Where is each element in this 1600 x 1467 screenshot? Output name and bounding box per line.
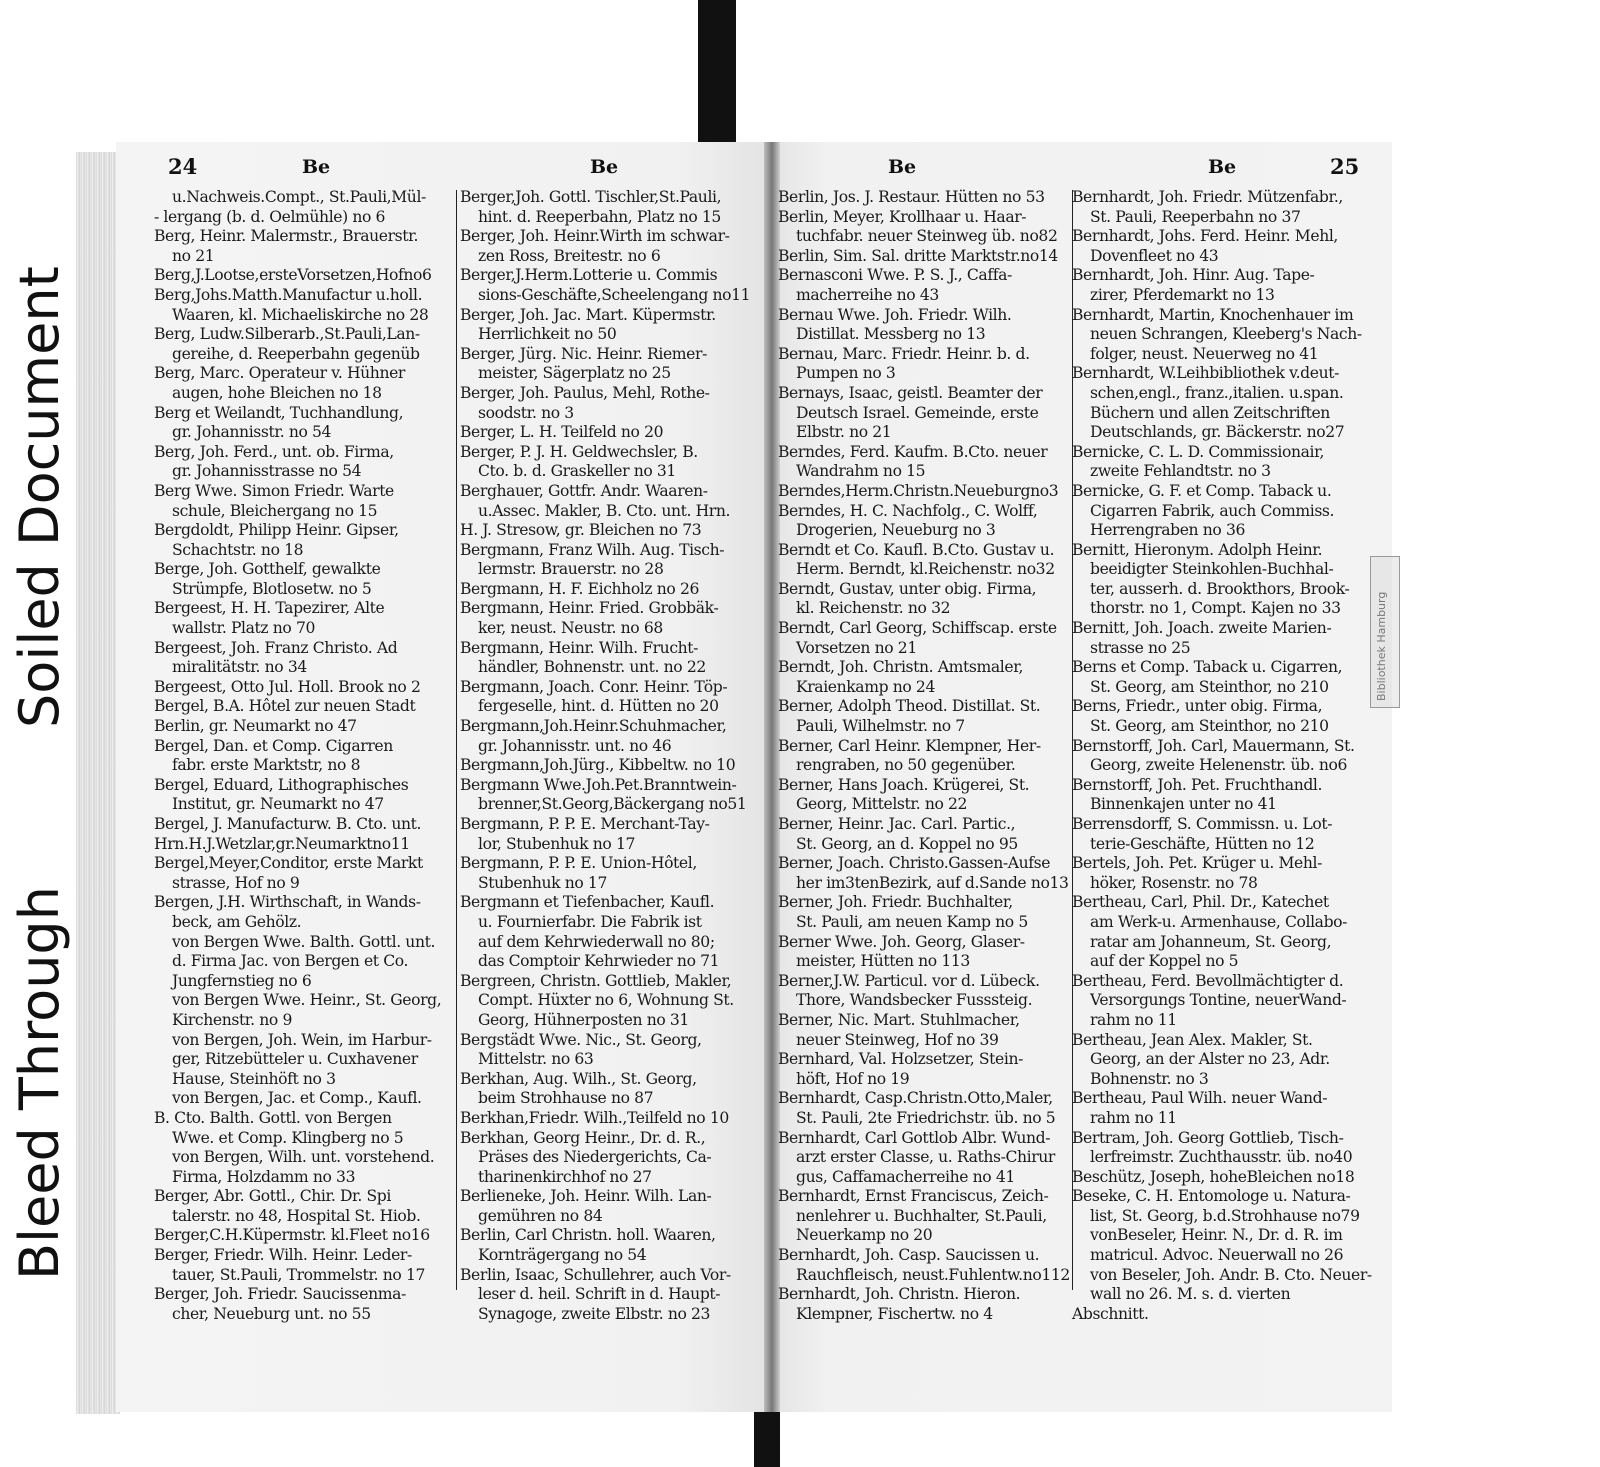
directory-line: Bernhardt, Martin, Knochenhauer im [1072,305,1354,324]
directory-line: lerfreimstr. Zuchthausstr. üb. no40 [1090,1148,1353,1167]
directory-line: Berlin, Carl Christn. holl. Waaren, [460,1226,716,1245]
directory-column-left-page-2 [460,188,750,1324]
directory-line: Bergreen, Christn. Gottlieb, Makler, [460,971,732,990]
directory-line: von Beseler, Joh. Andr. B. Cto. Neuer- [1090,1265,1372,1284]
directory-line: Berndt, Joh. Christn. Amtsmaler, [778,658,1024,677]
directory-line: lermstr. Brauerstr. no 28 [478,560,664,579]
directory-line: Georg, Mittelstr. no 22 [796,795,968,814]
directory-line: Bergmann,Joh.Heinr.Schuhmacher, [460,717,727,736]
directory-line: Berger, Abr. Gottl., Chir. Dr. Spi [154,1187,391,1206]
directory-line: nenlehrer u. Buchhalter, St.Pauli, [796,1206,1047,1225]
directory-line: Georg, zweite Helenenstr. üb. no6 [1090,756,1348,775]
directory-line: Herm. Berndt, kl.Reichenstr. no32 [796,560,1055,579]
directory-line: Berner, Carl Heinr. Klempner, Her- [778,736,1041,755]
directory-line: St. Pauli, Reeperbahn no 37 [1090,207,1301,226]
directory-line: Bergmann et Tiefenbacher, Kaufl. [460,893,715,912]
directory-line: matricul. Advoc. Neuerwall no 26 [1090,1246,1344,1265]
directory-line: Bertheau, Carl, Phil. Dr., Katechet [1072,893,1329,912]
directory-line: Hrn.H.J.Wetzlar,gr.Neumarktno11 [154,834,410,853]
directory-line: Berger, L. H. Teilfeld no 20 [460,423,664,442]
directory-line: Bergdoldt, Philipp Heinr. Gipser, [154,521,399,540]
directory-line: Pumpen no 3 [796,364,896,383]
directory-line: Bergmann, Franz Wilh. Aug. Tisch- [460,540,725,559]
directory-line: Deutsch Israel. Gemeinde, erste [796,403,1039,422]
directory-line: Bernicke, C. L. D. Commissionair, [1072,442,1324,461]
soiled-document-label: Soiled Document [8,266,71,728]
directory-line: rahm no 11 [1090,1010,1177,1029]
directory-line: Berg, Marc. Operateur v. Hühner [154,364,405,383]
directory-line: Vorsetzen no 21 [796,638,917,657]
directory-line: Berger, Friedr. Wilh. Heinr. Leder- [154,1246,412,1265]
directory-line: höker, Rosenstr. no 78 [1090,873,1258,892]
directory-line: Bergel,Meyer,Conditor, erste Markt [154,854,423,873]
directory-line: Bergmann,Joh.Jürg., Kibbeltw. no 10 [460,756,736,775]
directory-line: Berner, Joach. Christo.Gassen-Aufse [778,854,1051,873]
directory-line: her im3tenBezirk, auf d.Sande no13 [796,873,1069,892]
directory-line: Compt. Hüxter no 6, Wohnung St. [478,991,734,1010]
directory-line: St. Georg, am Steinthor, no 210 [1090,717,1329,736]
directory-line: Berns et Comp. Taback u. Cigarren, [1072,658,1343,677]
directory-line: Berlin, Jos. J. Restaur. Hütten no 53 [778,188,1045,206]
directory-line: gr. Johannisstr. unt. no 46 [478,736,672,755]
directory-line: von Bergen, Jac. et Comp., Kaufl. [172,1089,422,1108]
running-header-right-2: Be [1208,156,1237,178]
directory-line: Beschütz, Joseph, hoheBleichen no18 [1072,1167,1355,1186]
directory-line: Bernays, Isaac, geistl. Beamter der [778,383,1043,402]
directory-line: St. Pauli, am neuen Kamp no 5 [796,912,1028,931]
directory-line: gereihe, d. Reeperbahn gegenüb [172,344,420,363]
directory-line: Binnenkajen unter no 41 [1090,795,1277,814]
directory-line: Bernhardt, Joh. Christn. Hieron. [778,1285,1021,1304]
directory-line: Bernhardt, Joh. Casp. Saucissen u. [778,1246,1040,1265]
directory-line: von Bergen Wwe. Heinr., St. Georg, [172,991,442,1010]
column-rule-left [456,190,457,1290]
directory-line: Berner, Adolph Theod. Distillat. St. [778,697,1041,716]
directory-line: Bernhard, Val. Holzsetzer, Stein- [778,1050,1023,1069]
directory-line: brenner,St.Georg,Bäckergang no51 [478,795,747,814]
directory-line: schule, Bleichergang no 15 [172,501,378,520]
directory-line: Bohnenstr. no 3 [1090,1069,1209,1088]
directory-line: talerstr. no 48, Hospital St. Hiob. [172,1206,421,1225]
directory-line: Bernhardt, Joh. Hinr. Aug. Tape- [1072,266,1315,285]
directory-line: terie-Geschäfte, Hütten no 12 [1090,834,1315,853]
directory-line: Bernstorff, Joh. Carl, Mauermann, St. [1072,736,1355,755]
directory-line: d. Firma Jac. von Bergen et Co. [172,952,408,971]
directory-line: Berlin, gr. Neumarkt no 47 [154,717,357,736]
directory-line: Berg, Joh. Ferd., unt. ob. Firma, [154,442,394,461]
directory-line: Bergmann Wwe.Joh.Pet.Branntwein- [460,775,737,794]
directory-line: Berlin, Meyer, Krollhaar u. Haar- [778,207,1027,226]
directory-line: Deutschlands, gr. Bäckerstr. no27 [1090,423,1345,442]
directory-line: Wandrahm no 15 [796,462,926,481]
directory-line: St. Georg, am Steinthor, no 210 [1090,677,1329,696]
directory-line: Elbstr. no 21 [796,423,892,442]
directory-line: Berger, Joh. Heinr.Wirth im schwar- [460,227,730,246]
library-stamp [1370,556,1400,708]
directory-line: Institut, gr. Neumarkt no 47 [172,795,384,814]
directory-line: Berlin, Isaac, Schullehrer, auch Vor- [460,1265,731,1284]
directory-line: Berg, Heinr. Malermstr., Brauerstr. [154,227,419,246]
directory-line: höft, Hof no 19 [796,1069,910,1088]
directory-line: Firma, Holzdamm no 33 [172,1167,356,1186]
directory-line: Bernicke, G. F. et Comp. Taback u. [1072,481,1332,500]
directory-line: das Comptoir Kehrwieder no 71 [478,952,720,971]
directory-line: Bertheau, Paul Wilh. neuer Wand- [1072,1089,1328,1108]
directory-line: tuchfabr. neuer Steinweg üb. no82 [796,227,1058,246]
running-header-left-2: Be [590,156,619,178]
directory-line: Berger,J.Herm.Lotterie u. Commis [460,266,718,285]
directory-line: Berndt, Gustav, unter obig. Firma, [778,579,1037,598]
directory-line: beim Strohhause no 87 [478,1089,654,1108]
directory-line: wallstr. Platz no 70 [172,619,315,638]
directory-line: Bergel, J. Manufacturw. B. Cto. unt. [154,815,422,833]
running-header-left-1: Be [302,156,331,178]
directory-line: St. Georg, an d. Koppel no 95 [796,834,1018,853]
directory-line: u. Fournierfabr. Die Fabrik ist [478,912,702,931]
directory-line: Berger,Joh. Gottl. Tischler,St.Pauli, [460,188,722,206]
directory-line: Bernitt, Joh. Joach. zweite Marien- [1072,619,1332,638]
directory-line: u.Nachweis.Compt., St.Pauli,Mül- [172,188,426,206]
directory-line: Cto. b. d. Graskeller no 31 [478,462,676,481]
directory-line: Versorgungs Tontine, neuerWand- [1090,991,1347,1010]
directory-line: beeidigter Steinkohlen-Buchhal- [1090,560,1334,579]
directory-line: Berkhan,Friedr. Wilh.,Teilfeld no 10 [460,1108,729,1127]
directory-line: tharinenkirchhof no 27 [478,1167,652,1186]
directory-line: ratar am Johanneum, St. Georg, [1090,932,1332,951]
directory-line: thorstr. no 1, Compt. Kajen no 33 [1090,599,1341,618]
directory-line: Bergeest, Otto Jul. Holl. Brook no 2 [154,677,421,696]
directory-line: Bernau Wwe. Joh. Friedr. Wilh. [778,305,1012,324]
directory-line: Neuerkamp no 20 [796,1226,933,1245]
directory-line: Bernstorff, Joh. Pet. Fruchthandl. [1072,775,1323,794]
directory-line: Berndes, H. C. Nachfolg., C. Wolff, [778,501,1038,520]
running-header-right-1: Be [888,156,917,178]
directory-line: Berner, Nic. Mart. Stuhlmacher, [778,1010,1020,1029]
directory-line: tauer, St.Pauli, Trommelstr. no 17 [172,1265,425,1284]
directory-line: beck, am Gehölz. [172,912,302,931]
directory-line: Pauli, Wilhelmstr. no 7 [796,717,965,736]
directory-line: Synagoge, zweite Elbstr. no 23 [478,1304,711,1323]
directory-line: zen Ross, Breitestr. no 6 [478,246,661,265]
directory-line: Stubenhuk no 17 [478,873,607,892]
directory-line: soodstr. no 3 [478,403,574,422]
directory-line: Berndes, Ferd. Kaufm. B.Cto. neuer [778,442,1048,461]
directory-line: Wwe. et Comp. Klingberg no 5 [172,1128,404,1147]
directory-line: ger, Ritzebütteler u. Cuxhavener [172,1050,418,1069]
directory-line: list, St. Georg, b.d.Strohhause no79 [1090,1206,1360,1225]
directory-line: arzt erster Classe, u. Raths-Chirur [796,1148,1055,1167]
directory-line: H. J. Stresow, gr. Bleichen no 73 [460,521,702,540]
directory-line: auf dem Kehrwiederwall no 80; [478,932,715,951]
directory-line: Strümpfe, Blotlosetw. no 5 [172,579,372,598]
directory-line: Berndt et Co. Kaufl. B.Cto. Gustav u. [778,540,1055,559]
directory-line: Distillat. Messberg no 13 [796,325,986,344]
directory-line: Berge, Joh. Gotthelf, gewalkte [154,560,381,579]
directory-line: sions-Geschäfte,Scheelengang no11 [478,285,751,304]
directory-line: miralitätstr. no 34 [172,658,307,677]
directory-line: zweite Fehlandtstr. no 3 [1090,462,1271,481]
directory-line: cher, Neueburg unt. no 55 [172,1304,371,1323]
directory-line: Berner Wwe. Joh. Georg, Glaser- [778,932,1025,951]
directory-line: Bergel, Dan. et Comp. Cigarren [154,736,393,755]
directory-line: Bertheau, Ferd. Bevollmächtigter d. [1072,971,1344,990]
directory-line: Berner, Hans Joach. Krügerei, St. [778,775,1030,794]
directory-line: Berner,J.W. Particul. vor d. Lübeck. [778,971,1040,990]
page-stack-edge [76,152,120,1414]
directory-line: Berlieneke, Joh. Heinr. Wilh. Lan- [460,1187,712,1206]
directory-line: neuer Steinweg, Hof no 39 [796,1030,999,1049]
directory-line: ter, ausserh. d. Brookthors, Brook- [1090,579,1350,598]
directory-line: Herrengraben no 36 [1090,521,1245,540]
directory-line: Beseke, C. H. Entomologe u. Natura- [1072,1187,1351,1206]
directory-line: fergeselle, hint. d. Hütten no 20 [478,697,719,716]
directory-line: Georg, an der Alster no 23, Adr. [1090,1050,1330,1069]
directory-line: Berndes,Herm.Christn.Neueburgno3 [778,481,1059,500]
directory-line: Klempner, Fischertw. no 4 [796,1304,993,1323]
directory-line: Bernhardt, Carl Gottlob Albr. Wund- [778,1128,1051,1147]
directory-line: Bernhardt, Casp.Christn.Otto,Maler, [778,1089,1053,1108]
page-number-left: 24 [168,154,198,179]
directory-line: Berg,J.Lootse,ersteVorsetzen,Hofno6 [154,266,432,285]
directory-line: Bernasconi Wwe. P. S. J., Caffa- [778,266,1012,285]
directory-line: no 21 [172,246,215,265]
directory-line: Berger, Joh. Paulus, Mehl, Rothe- [460,383,710,402]
directory-line: auf der Koppel no 5 [1090,952,1239,971]
directory-line: Berg et Weilandt, Tuchhandlung, [154,403,404,422]
directory-line: folger, neust. Neuerweg no 41 [1090,344,1319,363]
directory-line: leser d. heil. Schrift in d. Haupt- [478,1285,721,1304]
directory-line: von Bergen Wwe. Balth. Gottl. unt. [172,932,436,951]
directory-line: Cigarren Fabrik, auch Commiss. [1090,501,1335,520]
directory-line: Bergel, B.A. Hôtel zur neuen Stadt [154,697,416,716]
directory-line: Dovenfleet no 43 [1090,246,1219,265]
directory-line: Bergmann, Joach. Conr. Heinr. Töp- [460,677,728,696]
directory-line: wall no 26. M. s. d. vierten [1090,1285,1291,1304]
library-stamp-text: Bibliothek Hamburg [1375,591,1388,701]
directory-line: Bernhardt, Joh. Friedr. Mützenfabr., [1072,188,1343,206]
directory-line: Thore, Wandsbecker Fusssteig. [796,991,1033,1010]
directory-line: Bernhardt, Ernst Franciscus, Zeich- [778,1187,1049,1206]
directory-line: Berlin, Sim. Sal. dritte Marktstr.no14 [778,246,1058,265]
directory-line: lor, Stubenhuk no 17 [478,834,635,853]
directory-line: strasse no 25 [1090,638,1191,657]
directory-line: am Werk-u. Armenhause, Collabo- [1090,912,1348,931]
directory-line: Kirchenstr. no 9 [172,1010,292,1029]
directory-line: Berger, Jürg. Nic. Heinr. Riemer- [460,344,707,363]
directory-line: strasse, Hof no 9 [172,873,300,892]
directory-line: Bertels, Joh. Pet. Krüger u. Mehl- [1072,854,1322,873]
directory-line: Berger, Joh. Friedr. Saucissenma- [154,1285,406,1304]
directory-line: Hause, Steinhöft no 3 [172,1069,336,1088]
directory-line: Rauchfleisch, neust.Fuhlentw.no112 [796,1265,1070,1284]
directory-line: rahm no 11 [1090,1108,1177,1127]
directory-line: Bergmann, Heinr. Wilh. Frucht- [460,638,699,657]
directory-line: kl. Reichenstr. no 32 [796,599,951,618]
directory-line: Herrlichkeit no 50 [478,325,617,344]
directory-line: Kraienkamp no 24 [796,677,935,696]
directory-line: Bernhardt, W.Leihbibliothek v.deut- [1072,364,1339,383]
directory-line: gemühren no 84 [478,1206,603,1225]
spine-shadow-bottom [754,1412,780,1467]
directory-line: Kornträgergang no 54 [478,1246,647,1265]
directory-line: gr. Johannisstr. no 54 [172,423,332,442]
directory-line: Berner, Joh. Friedr. Buchhalter, [778,893,1013,912]
page-number-right: 25 [1330,154,1360,179]
directory-line: macherreihe no 43 [796,285,939,304]
directory-line: Drogerien, Neueburg no 3 [796,521,996,540]
directory-line: Bergmann, H. F. Eichholz no 26 [460,579,699,598]
directory-line: Berger, Joh. Jac. Mart. Küpermstr. [460,305,716,324]
spine-shadow-top [698,0,736,142]
directory-line: rengraben, no 50 gegenüber. [796,756,1016,775]
directory-column-left-page-1 [154,188,441,1324]
directory-line: Berg, Ludw.Silberarb.,St.Pauli,Lan- [154,325,420,344]
directory-line: gr. Johannisstrasse no 54 [172,462,362,481]
directory-line: - lergang (b. d. Oelmühle) no 6 [154,207,386,226]
directory-column-right-page-2 [1072,188,1372,1324]
directory-line: Bergmann, P. P. E. Union-Hôtel, [460,854,697,873]
directory-line: augen, hohe Bleichen no 18 [172,383,382,402]
directory-line: hint. d. Reeperbahn, Platz no 15 [478,207,721,226]
bleed-through-label: Bleed Through [8,886,71,1280]
directory-line: händler, Bohnenstr. unt. no 22 [478,658,706,677]
directory-line: Berg,Johs.Matth.Manufactur u.holl. [154,285,423,304]
directory-line: Bergen, J.H. Wirthschaft, in Wands- [154,893,421,912]
directory-line: Berkhan, Aug. Wilh., St. Georg, [460,1069,697,1088]
directory-line: Präses des Niedergerichts, Ca- [478,1148,712,1167]
directory-line: Schachtstr. no 18 [172,540,304,559]
directory-line: Bertheau, Jean Alex. Makler, St. [1072,1030,1313,1049]
directory-line: fabr. erste Marktstr, no 8 [172,756,361,775]
directory-line: Bergmann, Heinr. Fried. Grobbäk- [460,599,719,618]
directory-line: Waaren, kl. Michaeliskirche no 28 [172,305,429,324]
directory-line: Berger,C.H.Küpermstr. kl.Fleet no16 [154,1226,430,1245]
directory-line: Bergeest, Joh. Franz Christo. Ad [154,638,398,657]
directory-line: vonBeseler, Heinr. N., Dr. d. R. im [1090,1226,1343,1245]
directory-line: Berger, P. J. H. Geldwechsler, B. [460,442,698,461]
directory-line: Bergeest, H. H. Tapezirer, Alte [154,599,385,618]
directory-line: von Bergen, Joh. Wein, im Harbur- [172,1030,432,1049]
directory-line: Bernitt, Hieronym. Adolph Heinr. [1072,540,1323,559]
directory-line: Bergel, Eduard, Lithographisches [154,775,409,794]
directory-line: B. Cto. Balth. Gottl. von Bergen [154,1108,392,1127]
directory-line: Büchern und allen Zeitschriften [1090,403,1330,422]
directory-line: St. Pauli, 2te Friedrichstr. üb. no 5 [796,1108,1056,1127]
directory-line: Berghauer, Gottfr. Andr. Waaren- [460,481,708,500]
directory-line: Berndt, Carl Georg, Schiffscap. erste [778,619,1057,638]
directory-line: meister, Sägerplatz no 25 [478,364,671,383]
directory-line: Berns, Friedr., unter obig. Firma, [1072,697,1323,716]
directory-line: Jungfernstieg no 6 [172,971,312,990]
directory-line: ker, neust. Neustr. no 68 [478,619,663,638]
directory-line: gus, Caffamacherreihe no 41 [796,1167,1015,1186]
directory-line: Berg Wwe. Simon Friedr. Warte [154,481,394,500]
directory-line: Bergstädt Wwe. Nic., St. Georg, [460,1030,702,1049]
directory-line: u.Assec. Makler, B. Cto. unt. Hrn. [478,501,731,520]
directory-line: Berkhan, Georg Heinr., Dr. d. R., [460,1128,706,1147]
directory-line: Berner, Heinr. Jac. Carl. Partic., [778,815,1016,833]
directory-line: meister, Hütten no 113 [796,952,970,971]
directory-line: Bernhardt, Johs. Ferd. Heinr. Mehl, [1072,227,1338,246]
directory-line: Abschnitt. [1072,1304,1149,1323]
directory-line: Bertram, Joh. Georg Gottlieb, Tisch- [1072,1128,1344,1147]
directory-line: Berrensdorff, S. Commissn. u. Lot- [1072,815,1333,833]
directory-line: von Bergen, Wilh. unt. vorstehend. [172,1148,435,1167]
directory-line: neuen Schrangen, Kleeberg's Nach- [1090,325,1362,344]
directory-column-right-page-1 [778,188,1070,1324]
directory-line: Mittelstr. no 63 [478,1050,594,1069]
directory-line: schen,engl., franz.,italien. u.span. [1090,383,1344,402]
directory-line: zirer, Pferdemarkt no 13 [1090,285,1275,304]
directory-line: Bergmann, P. P. E. Merchant-Tay- [460,815,710,833]
directory-line: Bernau, Marc. Friedr. Heinr. b. d. [778,344,1030,363]
directory-line: Georg, Hühnerposten no 31 [478,1010,689,1029]
